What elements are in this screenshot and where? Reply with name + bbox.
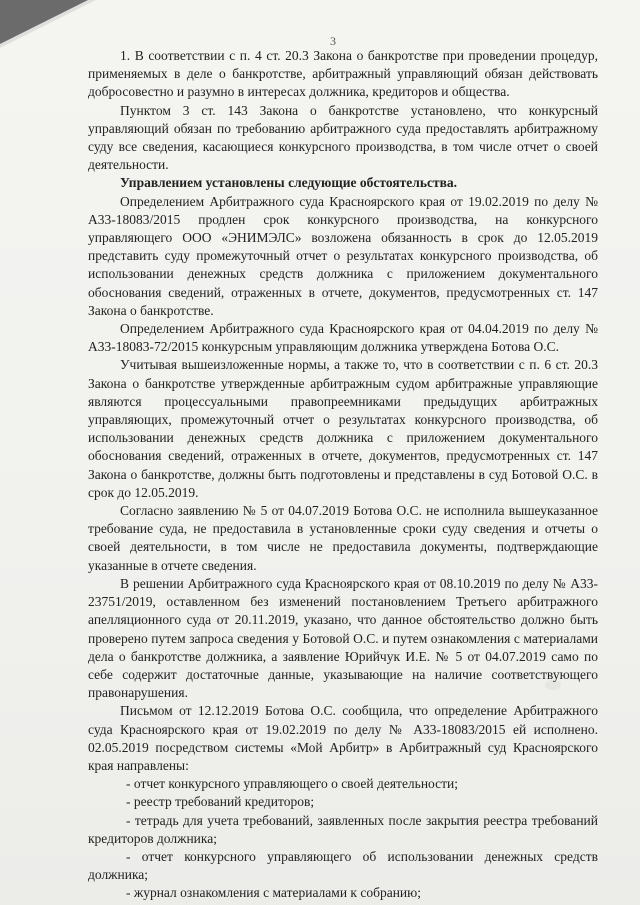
- paragraph-article-20-3: 1. В соответствии с п. 4 ст. 20.3 Закона о банкротстве при проведении процедур, применяемых в деле о банкротстве, арбитражный управляющий обязан действовать добросовестно и разумно в интересах должника, кредиторов и общества.: [88, 48, 598, 100]
- paragraph-statement-no-5: Согласно заявлению № 5 от 04.07.2019 Ботова О.С. не исполнила вышеуказанное требование суда, не предоставила в установленные сроки суду сведения и отчеты о своей деятельности, в том числе не предоставила документы, подтверждающие указанные в отчете сведения.: [88, 503, 598, 573]
- list-item: - журнал ознакомления с материалами к собранию;: [126, 885, 421, 901]
- list-item: - тетрадь для учета требований, заявленных после закрытия реестра требований кредиторов должника;: [88, 812, 598, 846]
- list-item: - реестр требований кредиторов;: [126, 794, 315, 810]
- list-item: - отчет конкурсного управляющего о своей деятельности;: [126, 776, 459, 792]
- page-number: 3: [330, 34, 336, 48]
- document-body: [88, 47, 598, 903]
- scan-smudge: [545, 680, 561, 690]
- submitted-documents-list: [88, 775, 598, 902]
- paragraph-court-decision: В решении Арбитражного суда Красноярского края от 08.10.2019 по делу № А33-23751/2019, оставленном без изменений постановлением Третьего арбитражного апелляционного суда от 20.11.2019, указано, что данное обстоятельство должно быть проверено путем запроса сведения у Ботовой О.С. и путем ознакомления с материалами дела о банкротстве должника, а заявление Юрийчук И.Е. № 5 от 04.07.2019 само по себе содержит достаточные данные, указывающие на наличие соответствующего правонарушения.: [88, 575, 598, 701]
- paragraph-letter-12-12: Письмом от 12.12.2019 Ботова О.С. сообщила, что определение Арбитражного суда Красноярского края от 19.02.2019 по делу № А33-18083/2015 ей исполнено. 02.05.2019 посредством системы «Мой Арбитр» в Арбитражный суд Красноярского края направлены:: [88, 703, 598, 773]
- folded-corner: [0, 0, 88, 44]
- list-item: - отчет конкурсного управляющего об использовании денежных средств должника;: [88, 848, 598, 883]
- paragraph-considering-norms: Учитывая вышеизложенные нормы, а также то, что в соответствии с п. 6 ст. 20.3 Закона о банкротстве утвержденные арбитражным судом арбитражные управляющие являются процессуальными правопреемниками предыдущих арбитражных управляющих, промежуточный отчет о результатах конкурсного производства, об использовании денежных средств должника с приложением документального обоснования сведений, отраженных в отчете, документов, предусмотренных ст. 147 Закона о банкротстве, должны быть подготовлены и представлены в суд Ботовой О.С. в срок до 12.05.2019.: [88, 357, 598, 500]
- paragraph-article-143: Пунктом 3 ст. 143 Закона о банкротстве установлено, что конкурсный управляющий обязан по требованию арбитражного суда предоставлять арбитражному суду все сведения, касающиеся конкурсного производства, в том числе отчет о своей деятельности.: [88, 102, 598, 173]
- paragraph-determination-19-02: Определением Арбитражного суда Красноярского края от 19.02.2019 по делу № А33-18083/2015 продлен срок конкурсного производства, на конкурсного управляющего ООО «ЭНИМЭЛС» возложена обязанность в срок до 12.05.2019 представить суду промежуточный отчет о результатах конкурсного производства, об использовании денежных средств должника с приложением документального обоснования сведений, отраженных в отчете, документов, предусмотренных ст. 147 Закона о банкротстве.: [88, 193, 598, 318]
- paragraph-determination-04-04: Определением Арбитражного суда Красноярского края от 04.04.2019 по делу № А33-18083-72/2015 конкурсным управляющим должника утверждена Ботова О.С.: [88, 321, 598, 355]
- section-heading: Управлением установлены следующие обстоятельства.: [120, 175, 458, 191]
